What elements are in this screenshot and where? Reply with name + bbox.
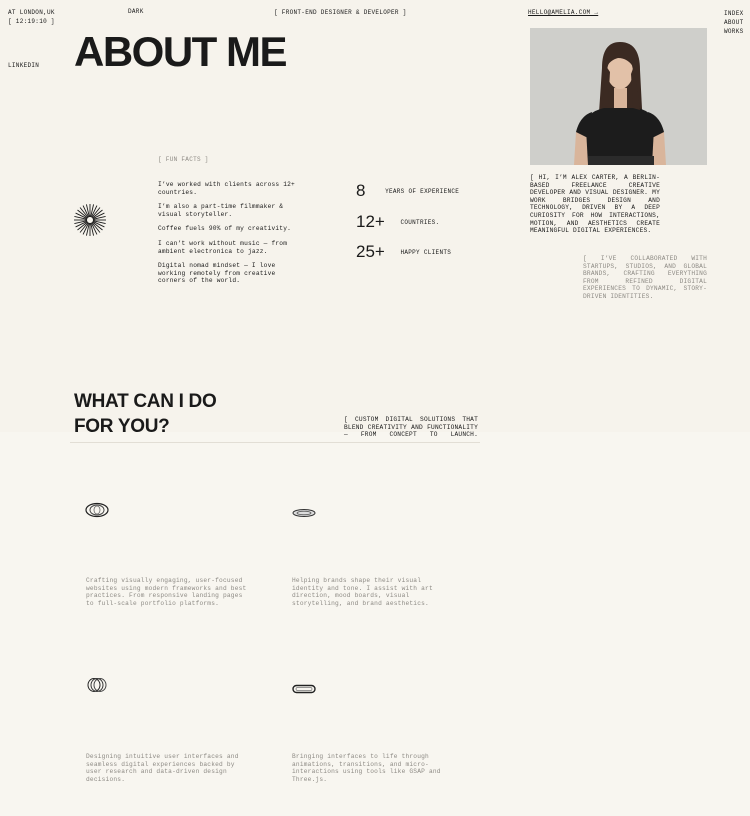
location-text: AT LONDON,UK: [8, 9, 55, 16]
service-description: Helping brands shape their visual identity and tone. I assist with art direction, mood boards, visual storytelling, and brand aesthetics.: [292, 577, 433, 607]
email-link[interactable]: HELLO@AMELIA.COM →: [528, 9, 599, 16]
portrait-photo: [530, 28, 707, 165]
service-description: Bringing interfaces to life through animations, transitions, and micro-interactions using tools like GSAP and Three.js.: [292, 753, 441, 783]
page-title: ABOUT ME: [74, 28, 286, 75]
stat-clients: [356, 243, 451, 262]
sunburst-icon: [73, 203, 107, 242]
tagline: [ FRONT-END DESIGNER & DEVELOPER ]: [274, 9, 407, 16]
stat-value: 12+: [356, 212, 385, 231]
stat-countries: [356, 213, 439, 232]
bio-collab: [ I’VE COLLABORATED WITH STARTUPS, STUDIOS, AND GLOBAL BRANDS, CRAFTING EVERYTHING FROM REFINED DIGITAL EXPERIENCES TO DYNAMIC, STORY-DRIVEN IDENTITIES.: [583, 255, 707, 300]
coil-rings-icon: [85, 677, 109, 698]
stat-value: 25+: [356, 242, 385, 261]
fun-facts-label: [ FUN FACTS ]: [158, 156, 209, 163]
nav-item-about[interactable]: ABOUT: [724, 19, 744, 26]
fun-facts-list: [158, 181, 298, 292]
stat-label: COUNTRIES.: [400, 219, 440, 226]
section-divider: [70, 442, 480, 443]
nav-item-index[interactable]: INDEX: [724, 10, 744, 17]
fun-fact-item: I’m also a part-time filmmaker & visual storyteller.: [158, 203, 284, 218]
services-heading-line: FOR YOU?: [74, 416, 170, 437]
service-description: Crafting visually engaging, user-focused websites using modern frameworks and best practices. From responsive landing pages to full-scale portfolio platforms.: [86, 577, 247, 607]
capsule-ring-icon: [292, 681, 316, 699]
fun-fact-item: I can’t work without music — from ambient electronica to jazz.: [158, 239, 288, 255]
fun-fact-item: Coffee fuels 90% of my creativity.: [158, 225, 292, 233]
linkedin-link[interactable]: LINKEDIN: [8, 62, 40, 69]
fun-fact-item: Digital nomad mindset — I love working remotely from creative corners of the world.: [158, 262, 276, 285]
main-nav: [724, 9, 744, 36]
stat-label: YEARS OF EXPERIENCE: [385, 188, 460, 195]
nav-item-works[interactable]: WORKS: [724, 28, 744, 35]
flat-disc-icon: [292, 505, 316, 523]
clock-text: [ 12:19:10 ]: [8, 18, 55, 25]
fun-fact-item: I’ve worked with clients across 12+ countries.: [158, 181, 295, 196]
services-heading-line: WHAT CAN I DO: [74, 391, 217, 412]
torus-ring-icon: [85, 502, 109, 523]
stat-label: HAPPY CLIENTS: [400, 249, 452, 256]
services-heading: [74, 389, 216, 439]
service-description: Designing intuitive user interfaces and seamless digital experiences backed by user research and data-driven design decisions.: [86, 753, 239, 783]
services-intro: [ CUSTOM DIGITAL SOLUTIONS THAT BLEND CREATIVITY AND FUNCTIONALITY — FROM CONCEPT TO LAUNCH.: [344, 416, 478, 439]
stat-value: 8: [356, 181, 366, 200]
bio-intro: [ HI, I’M ALEX CARTER, A BERLIN-BASED FREELANCE CREATIVE DEVELOPER AND VISUAL DESIGNER. MY WORK BRIDGES DESIGN AND TECHNOLOGY, DRIVEN BY A DEEP CURIOSITY FOR HOW INTERACTIONS, MOTION, AND AESTHETICS CREATE MEANINGFUL DIGITAL EXPERIENCES.: [530, 174, 660, 235]
theme-toggle[interactable]: DARK: [128, 8, 144, 15]
stat-experience: [356, 182, 459, 201]
